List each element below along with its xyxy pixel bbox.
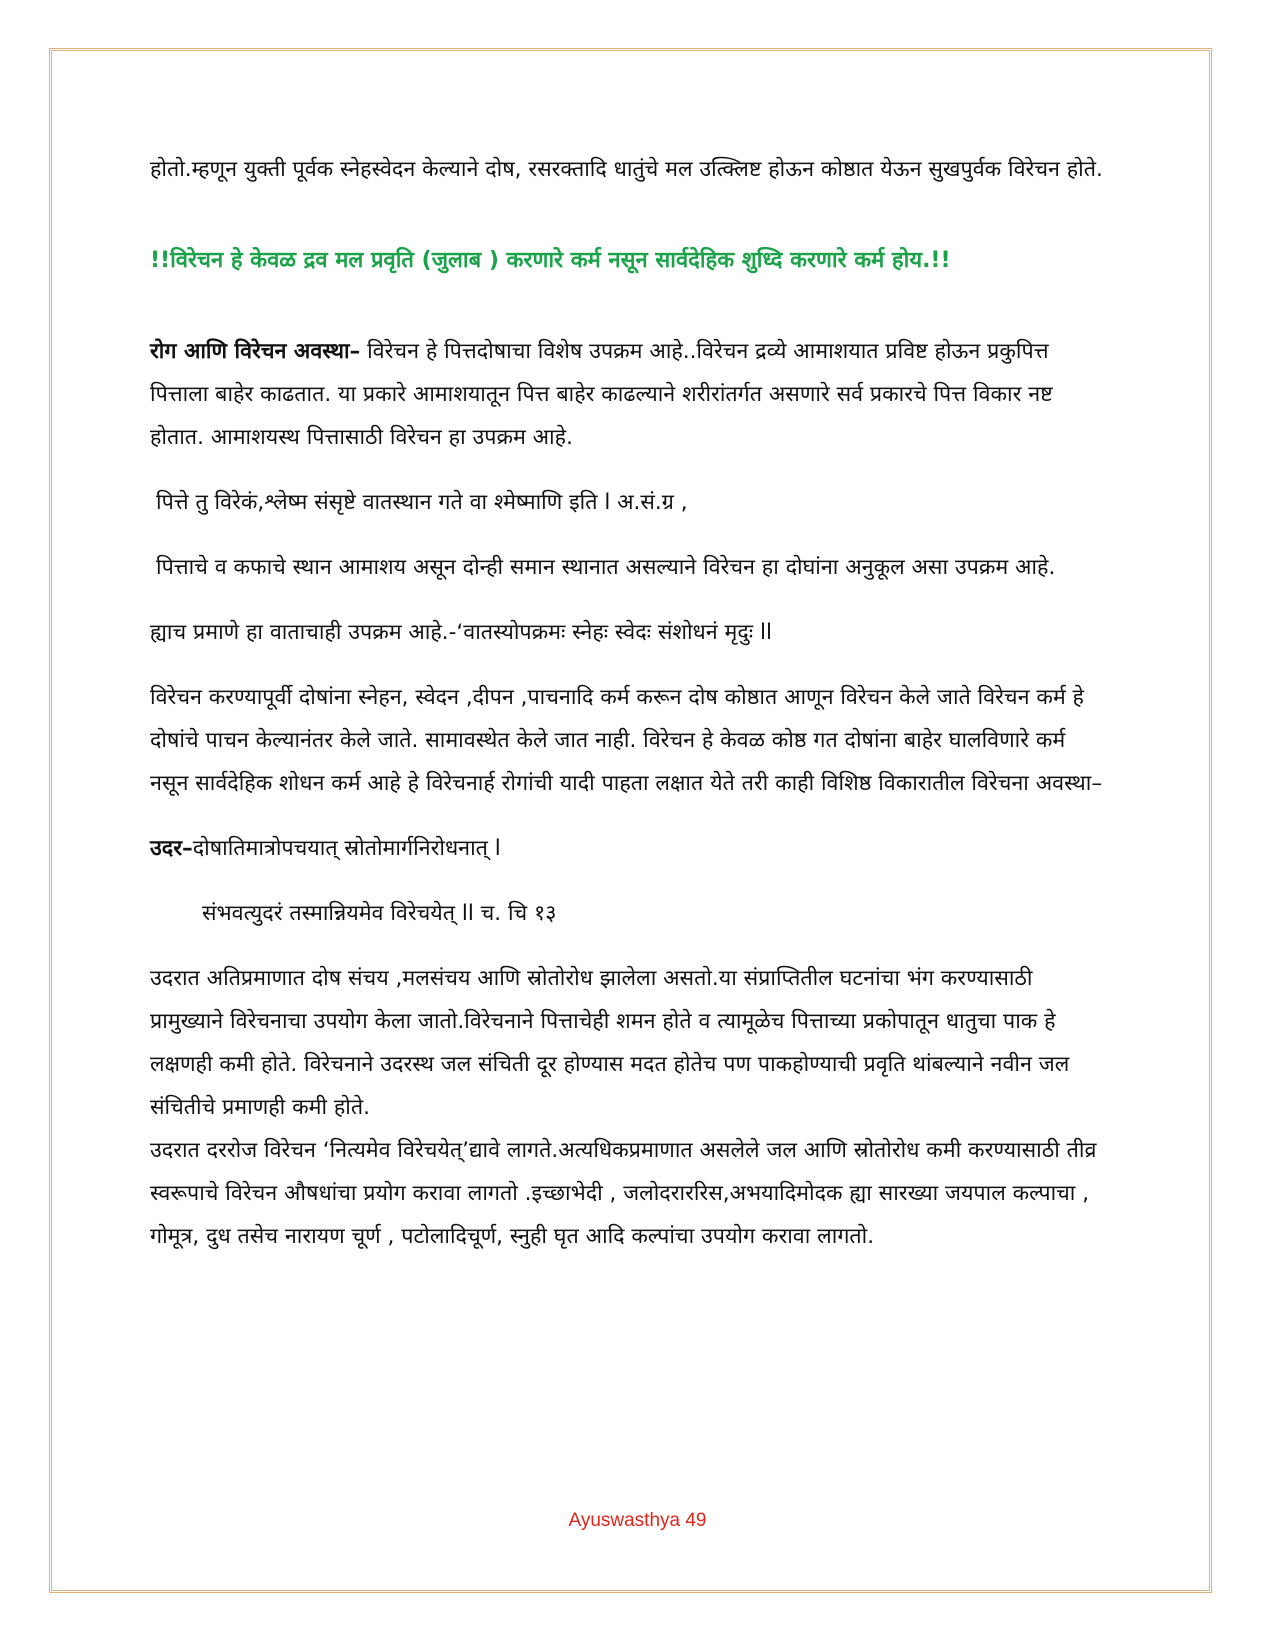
paragraph-udar-explanation: उदरात अतिप्रमाणात दोष संचय ,मलसंचय आणि स्रोतोरोध झालेला असतो.या संप्राप्तितील घटनांचा भंग करण्यासाठी प्रामुख्याने विरेचनाचा उपयोग केला जातो.विरेचनाने पित्ताचेही शमन होते व त्यामूळेच पित्ताच्या प्रकोपातून धातुचा पाक हे लक्षणही कमी होते. विरेचनाने उदरस्थ जल संचिती दूर होण्यास मदत होतेच पण पाकहोण्याची प्रवृति थांबल्याने नवीन जल संचितीचे प्रमाणही कमी होते. [150, 966, 1070, 1120]
udar-verse-text: दोषातिमात्रोपचयात् स्रोतोमार्गनिरोधनात् l [192, 836, 501, 861]
section-text: विरेचन हे पित्तदोषाचा विशेष उपक्रम आहे..विरेचन द्रव्ये आमाशयात प्रविष्ट होऊन प्रकुपित्त पित्ताला बाहेर काढतात. या प्रकारे आमाशयातून पित्त बाहेर काढल्याने शरीरांतर्गत असणारे सर्व प्रकारचे पित्त विकार नष्ट होतात. आमाशयस्थ पित्तासाठी विरेचन हा उपक्रम आहे. [150, 339, 1053, 450]
paragraph-vata: ह्याच प्रमाणे हा वाताचाही उपक्रम आहे.-‘वातस्योपक्रमः स्नेहः स्वेदः संशोधनं मृदुः ll [150, 620, 772, 645]
paragraph-udar-treatment: उदरात दररोज विरेचन ‘नित्यमेव विरेचयेत्’द्यावे लागते.अत्यधिकप्रमाणात असलेले जल आणि स्रोतोरोध कमी करण्यासाठी तीव्र स्वरूपाचे विरेचन औषधांचा प्रयोग करावा लागतो .इच्छाभेदी , जलोदराररिस,अभयादिमोदक ह्या सारख्या जयपाल कल्पाचा , गोमूत्र, दुध तसेच नारायण चूर्ण , पटोलादिचूर्ण, स्नुही घृत आदि कल्पांचा उपयोग करावा लागतो. [150, 1138, 1097, 1249]
section-roga-virechana [150, 330, 1110, 459]
section-heading: रोग आणि विरेचन अवस्था– [150, 339, 361, 364]
udar-label: उदर– [150, 836, 193, 861]
document-body [150, 148, 1110, 1258]
page-footer: Ayuswasthya 49 [568, 1510, 707, 1531]
paragraph-intro: होतो.म्हणून युक्ती पूर्वक स्नेहस्वेदन केल्याने दोष, रसरक्तादि धातुंचे मल उत्क्लिष्ट होऊन कोष्ठात येऊन सुखपुर्वक विरेचन होते. [150, 157, 1103, 182]
highlight-statement: !!विरेचन हे केवळ द्रव मल प्रवृति (जुलाब ) करणारे कर्म नसून सार्वदेहिक शुध्दि करणारे कर्म होय.!! [150, 248, 951, 273]
udar-verse-line2: संभवत्युदरं तस्मान्नियमेव विरेचयेत् ll च. चि १३ [202, 901, 557, 926]
udar-verse-line1 [150, 827, 1110, 870]
paragraph-pitta-kapha: पित्ताचे व कफाचे स्थान आमाशय असून दोन्ही समान स्थानात असल्याने विरेचन हा दोघांना अनुकूल असा उपक्रम आहे. [156, 555, 1056, 580]
paragraph-virechana-process: विरेचन करण्यापूर्वी दोषांना स्नेहन, स्वेदन ,दीपन ,पाचनादि कर्म करून दोष कोष्ठात आणून विरेचन केले जाते विरेचन कर्म हे दोषांचे पाचन केल्यानंतर केले जाते. सामावस्थेत केले जात नाही. विरेचन हे केवळ कोष्ठ गत दोषांना बाहेर घालविणारे कर्म नसून सार्वदेहिक शोधन कर्म आहे हे विरेचनार्ह रोगांची यादी पाहता लक्षात येते तरी काही विशिष्ठ विकारातील विरेचना अवस्था– [150, 685, 1103, 796]
verse-pitte: पित्ते तु विरेकं,श्लेष्म संसृष्टे वातस्थान गते वा श्मेष्माणि इति l अ.सं.ग्र , [156, 490, 688, 515]
